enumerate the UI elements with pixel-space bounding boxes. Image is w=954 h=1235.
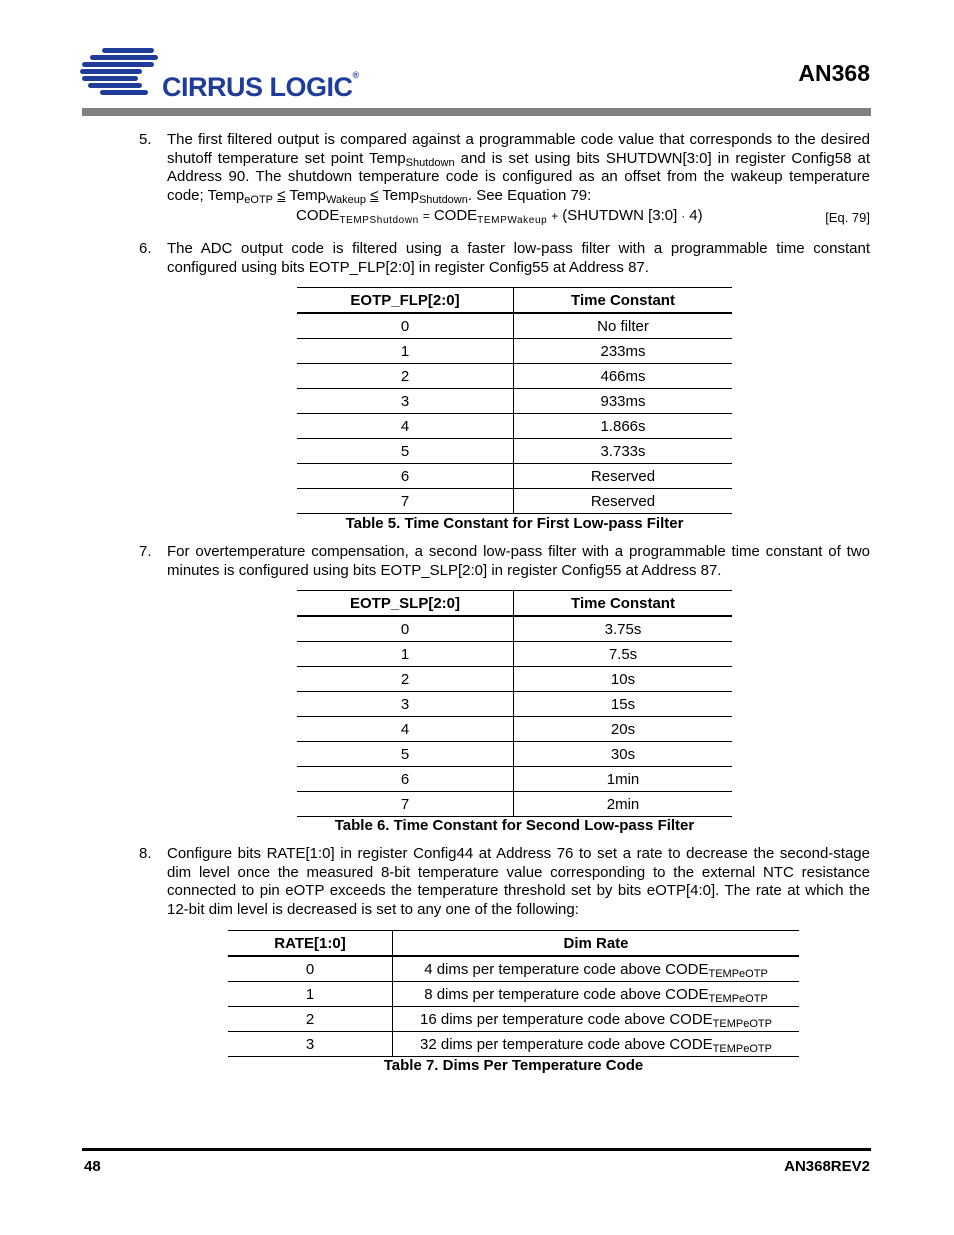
- table-cell: 1: [228, 982, 393, 1007]
- item-number: 7.: [139, 543, 152, 560]
- table-cell: 5: [297, 439, 514, 464]
- list-item-7: [139, 543, 870, 580]
- table-cell: 7.5s: [514, 642, 733, 667]
- cirrus-logic-logo: [80, 44, 370, 104]
- item-text: Configure bits RATE[1:0] in register Config44 at Address 76 to set a rate to decrease the second-stage dim level once the measured 8-bit temperature value corresponding to the external NTC resistance connected to pin eOTP exceeds the temperature threshold set by bits eOTP[4:0]. The rate at which the 12-bit dim level is decreased is set to any one of the following:: [167, 845, 870, 919]
- table-cell: 4: [297, 717, 514, 742]
- table-cell: 4 dims per temperature code above $CODE_{TEMPeOTP}$: [393, 956, 800, 982]
- item-number: 5.: [139, 131, 152, 148]
- column-header: EOTP_SLP[2:0]: [297, 591, 514, 617]
- table-row: [228, 1032, 799, 1057]
- table-row: [228, 956, 799, 982]
- table-row: [297, 692, 732, 717]
- table-cell: 16 dims per temperature code above $CODE_{TEMPeOTP}$: [393, 1007, 800, 1032]
- column-header: RATE[1:0]: [228, 931, 393, 957]
- table-row: [228, 982, 799, 1007]
- table-row: [297, 792, 732, 817]
- table-cell: 3.75s: [514, 616, 733, 642]
- column-header: Dim Rate: [393, 931, 800, 957]
- table-cell: 30s: [514, 742, 733, 767]
- table-cell: 4: [297, 414, 514, 439]
- table-6-caption: Table 6. Time Constant for Second Low-pass Filter: [334, 817, 695, 834]
- table-row: [297, 439, 732, 464]
- table-row: [297, 642, 732, 667]
- table-first-lpf: [297, 287, 732, 514]
- table-cell: 15s: [514, 692, 733, 717]
- table-cell: 10s: [514, 667, 733, 692]
- table-cell: Reserved: [514, 464, 733, 489]
- table-row: [297, 667, 732, 692]
- table-cell: 7: [297, 489, 514, 514]
- document-revision: AN368REV2: [784, 1158, 870, 1175]
- table-cell: 8 dims per temperature code above $CODE_{TEMPeOTP}$: [393, 982, 800, 1007]
- table-row: [297, 389, 732, 414]
- table-cell: 2: [297, 364, 514, 389]
- item-text: The ADC output code is filtered using a faster low-pass filter with a programmable time constant configured using bits EOTP_FLP[2:0] in register Config55 at Address 87.: [167, 240, 870, 276]
- table-cell: 3: [297, 389, 514, 414]
- column-header: Time Constant: [514, 288, 733, 314]
- table-cell: 6: [297, 767, 514, 792]
- table-cell: 0: [297, 616, 514, 642]
- table-row: [297, 313, 732, 339]
- equation-79: $CODE_{TEMPShutdown}$ = $CODE_{TEMPWakeup}$ + (SHUTDWN [3:0] · 4): [296, 207, 703, 226]
- table-cell: 32 dims per temperature code above $CODE_{TEMPeOTP}$: [393, 1032, 800, 1057]
- item-number: 8.: [139, 845, 152, 862]
- document-id: AN368: [798, 60, 870, 86]
- table-row: [297, 742, 732, 767]
- column-header: EOTP_FLP[2:0]: [297, 288, 514, 314]
- table-cell: 2: [228, 1007, 393, 1032]
- table-row: [228, 1007, 799, 1032]
- table-cell: No filter: [514, 313, 733, 339]
- table-second-lpf: [297, 590, 732, 817]
- table-cell: 933ms: [514, 389, 733, 414]
- table-row: [297, 364, 732, 389]
- table-row: [297, 339, 732, 364]
- table-row: [297, 489, 732, 514]
- table-cell: 7: [297, 792, 514, 817]
- table-cell: 1: [297, 642, 514, 667]
- table-cell: 5: [297, 742, 514, 767]
- table-cell: 233ms: [514, 339, 733, 364]
- item-text: The first filtered output is compared against a programmable code value that corresponds to the desired shutoff temperature set point Temp$_{Shutdown}$ and is set using bits SHUTDWN[3:0] in register Config58 at Address 90. The shutdown temperature code is configured as an offset from the wakeup temperature code; Temp$_{eOTP}$ ≤ Temp$_{Wakeup}$ ≤ Temp$_{Shutdown}$. See Equation 79:: [167, 131, 870, 207]
- table-cell: 1: [297, 339, 514, 364]
- equation-reference: [Eq. 79]: [825, 210, 870, 225]
- table-cell: 0: [228, 956, 393, 982]
- item-number: 6.: [139, 240, 152, 257]
- table-cell: 20s: [514, 717, 733, 742]
- list-item-8: [139, 845, 870, 920]
- table-cell: 466ms: [514, 364, 733, 389]
- table-cell: 3.733s: [514, 439, 733, 464]
- table-cell: 1.866s: [514, 414, 733, 439]
- table-row: [297, 414, 732, 439]
- table-cell: 3: [297, 692, 514, 717]
- table-cell: 0: [297, 313, 514, 339]
- table-cell: 2min: [514, 792, 733, 817]
- column-header: Time Constant: [514, 591, 733, 617]
- table-row: [297, 767, 732, 792]
- footer-rule: [82, 1148, 871, 1151]
- table-cell: 2: [297, 667, 514, 692]
- list-item-5: [139, 131, 870, 206]
- table-dim-rate: [228, 930, 799, 1057]
- table-cell: Reserved: [514, 489, 733, 514]
- table-7-caption: Table 7. Dims Per Temperature Code: [383, 1057, 644, 1074]
- header-rule: [82, 108, 871, 116]
- table-cell: 6: [297, 464, 514, 489]
- item-text: For overtemperature compensation, a second low-pass filter with a programmable time constant of two minutes is configured using bits EOTP_SLP[2:0] in register Config55 at Address 87.: [167, 543, 870, 579]
- table-row: [297, 717, 732, 742]
- list-item-6: [139, 240, 870, 277]
- table-5-caption: Table 5. Time Constant for First Low-pass Filter: [345, 515, 684, 532]
- table-cell: 3: [228, 1032, 393, 1057]
- logo-wordmark: CIRRUS LOGIC®: [162, 70, 359, 102]
- page-number: 48: [84, 1158, 101, 1175]
- table-cell: 1min: [514, 767, 733, 792]
- table-row: [297, 616, 732, 642]
- table-row: [297, 464, 732, 489]
- logo-stripes-icon: [80, 44, 170, 104]
